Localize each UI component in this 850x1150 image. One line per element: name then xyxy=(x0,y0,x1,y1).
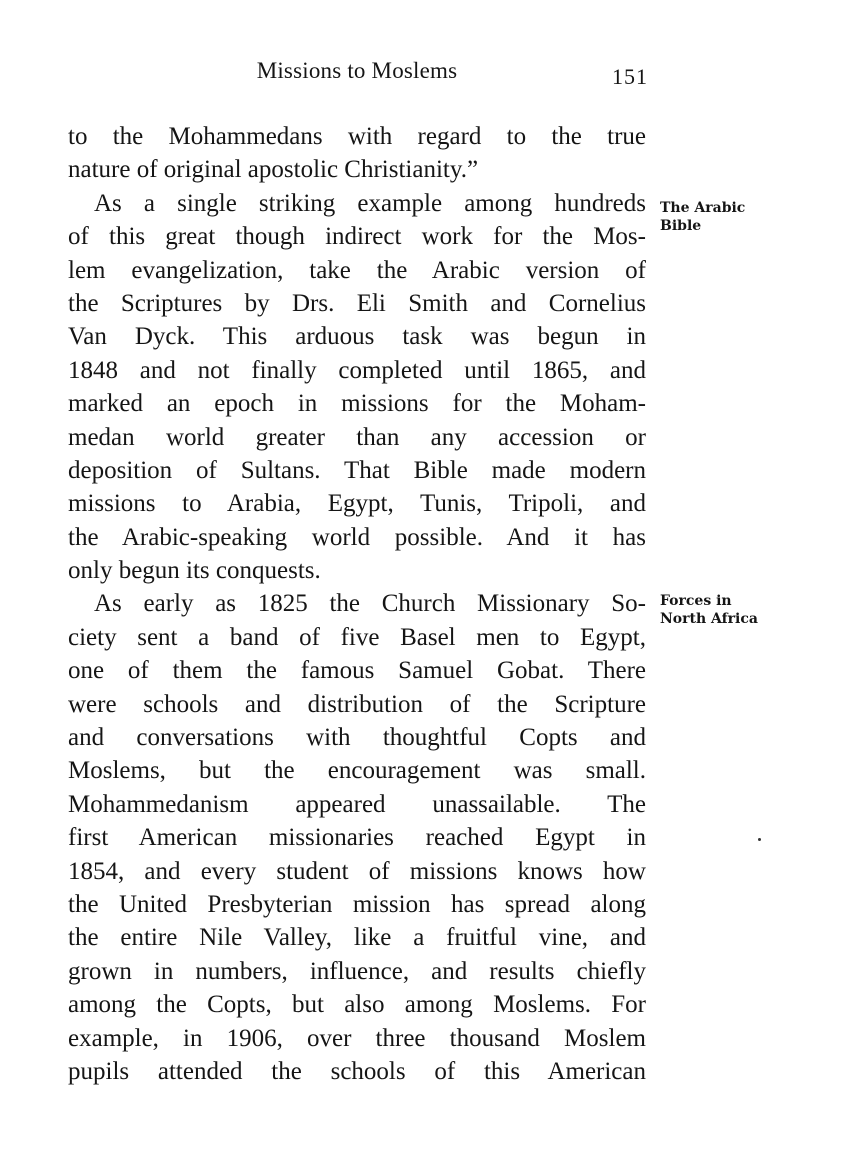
text-line: nature of original apostolic Christianity.” xyxy=(68,156,479,184)
text-line: were schools and distribution of the Scripture xyxy=(68,690,646,718)
text-line: lem evangelization, take the Arabic version of xyxy=(68,256,646,284)
text-line: first American missionaries reached Egypt in xyxy=(68,824,646,852)
text-line: 1854, and every student of missions knows how xyxy=(68,857,646,885)
margin-note-line: North Africa xyxy=(660,611,758,627)
text-line: missions to Arabia, Egypt, Tunis, Tripoli, and xyxy=(68,490,646,518)
text-line: example, in 1906, over three thousand Moslem xyxy=(68,1024,646,1052)
running-head xyxy=(68,58,646,90)
text-line: pupils attended the schools of this American xyxy=(68,1057,646,1085)
text-line: medan world greater than any accession or xyxy=(68,423,646,451)
margin-note-forces-north-africa xyxy=(660,592,758,628)
stray-ink-dot xyxy=(758,838,761,841)
margin-note-arabic-bible xyxy=(660,199,745,235)
text-line: Mohammedanism appeared unassailable. The xyxy=(68,790,646,818)
margin-note-line: Bible xyxy=(660,218,702,234)
text-line: among the Copts, but also among Moslems. For xyxy=(68,991,646,1019)
text-line: of this great though indirect work for the Mos- xyxy=(68,223,646,251)
margin-note-line: Forces in xyxy=(660,593,732,609)
text-line: As early as 1825 the Church Missionary So- xyxy=(94,590,646,618)
text-line: 1848 and not finally completed until 1865, and xyxy=(68,356,646,384)
text-line: Moslems, but the encouragement was small. xyxy=(68,757,646,785)
text-line: the entire Nile Valley, like a fruitful vine, and xyxy=(68,924,646,952)
text-line: deposition of Sultans. That Bible made modern xyxy=(68,456,646,484)
text-line: only begun its conquests. xyxy=(68,557,321,585)
text-line: Van Dyck. This arduous task was begun in xyxy=(68,323,646,351)
text-line: the Scriptures by Drs. Eli Smith and Cornelius xyxy=(68,289,646,317)
text-line: grown in numbers, influence, and results chiefly xyxy=(68,957,646,985)
text-line: to the Mohammedans with regard to the true xyxy=(68,123,646,150)
text-line: the Arabic-speaking world possible. And it has xyxy=(68,523,646,551)
text-line: marked an epoch in missions for the Moham- xyxy=(68,390,646,418)
text-line: the United Presbyterian mission has spread along xyxy=(68,890,646,918)
text-line: As a single striking example among hundreds xyxy=(94,189,646,217)
page-number: 151 xyxy=(612,64,648,89)
running-title: Missions to Moslems xyxy=(256,58,458,83)
body-text xyxy=(68,120,646,1088)
text-line: ciety sent a band of five Basel men to Egypt, xyxy=(68,623,646,651)
text-line: one of them the famous Samuel Gobat. There xyxy=(68,657,646,685)
text-line: and conversations with thoughtful Copts and xyxy=(68,724,646,752)
margin-note-line: The Arabic xyxy=(660,200,746,216)
